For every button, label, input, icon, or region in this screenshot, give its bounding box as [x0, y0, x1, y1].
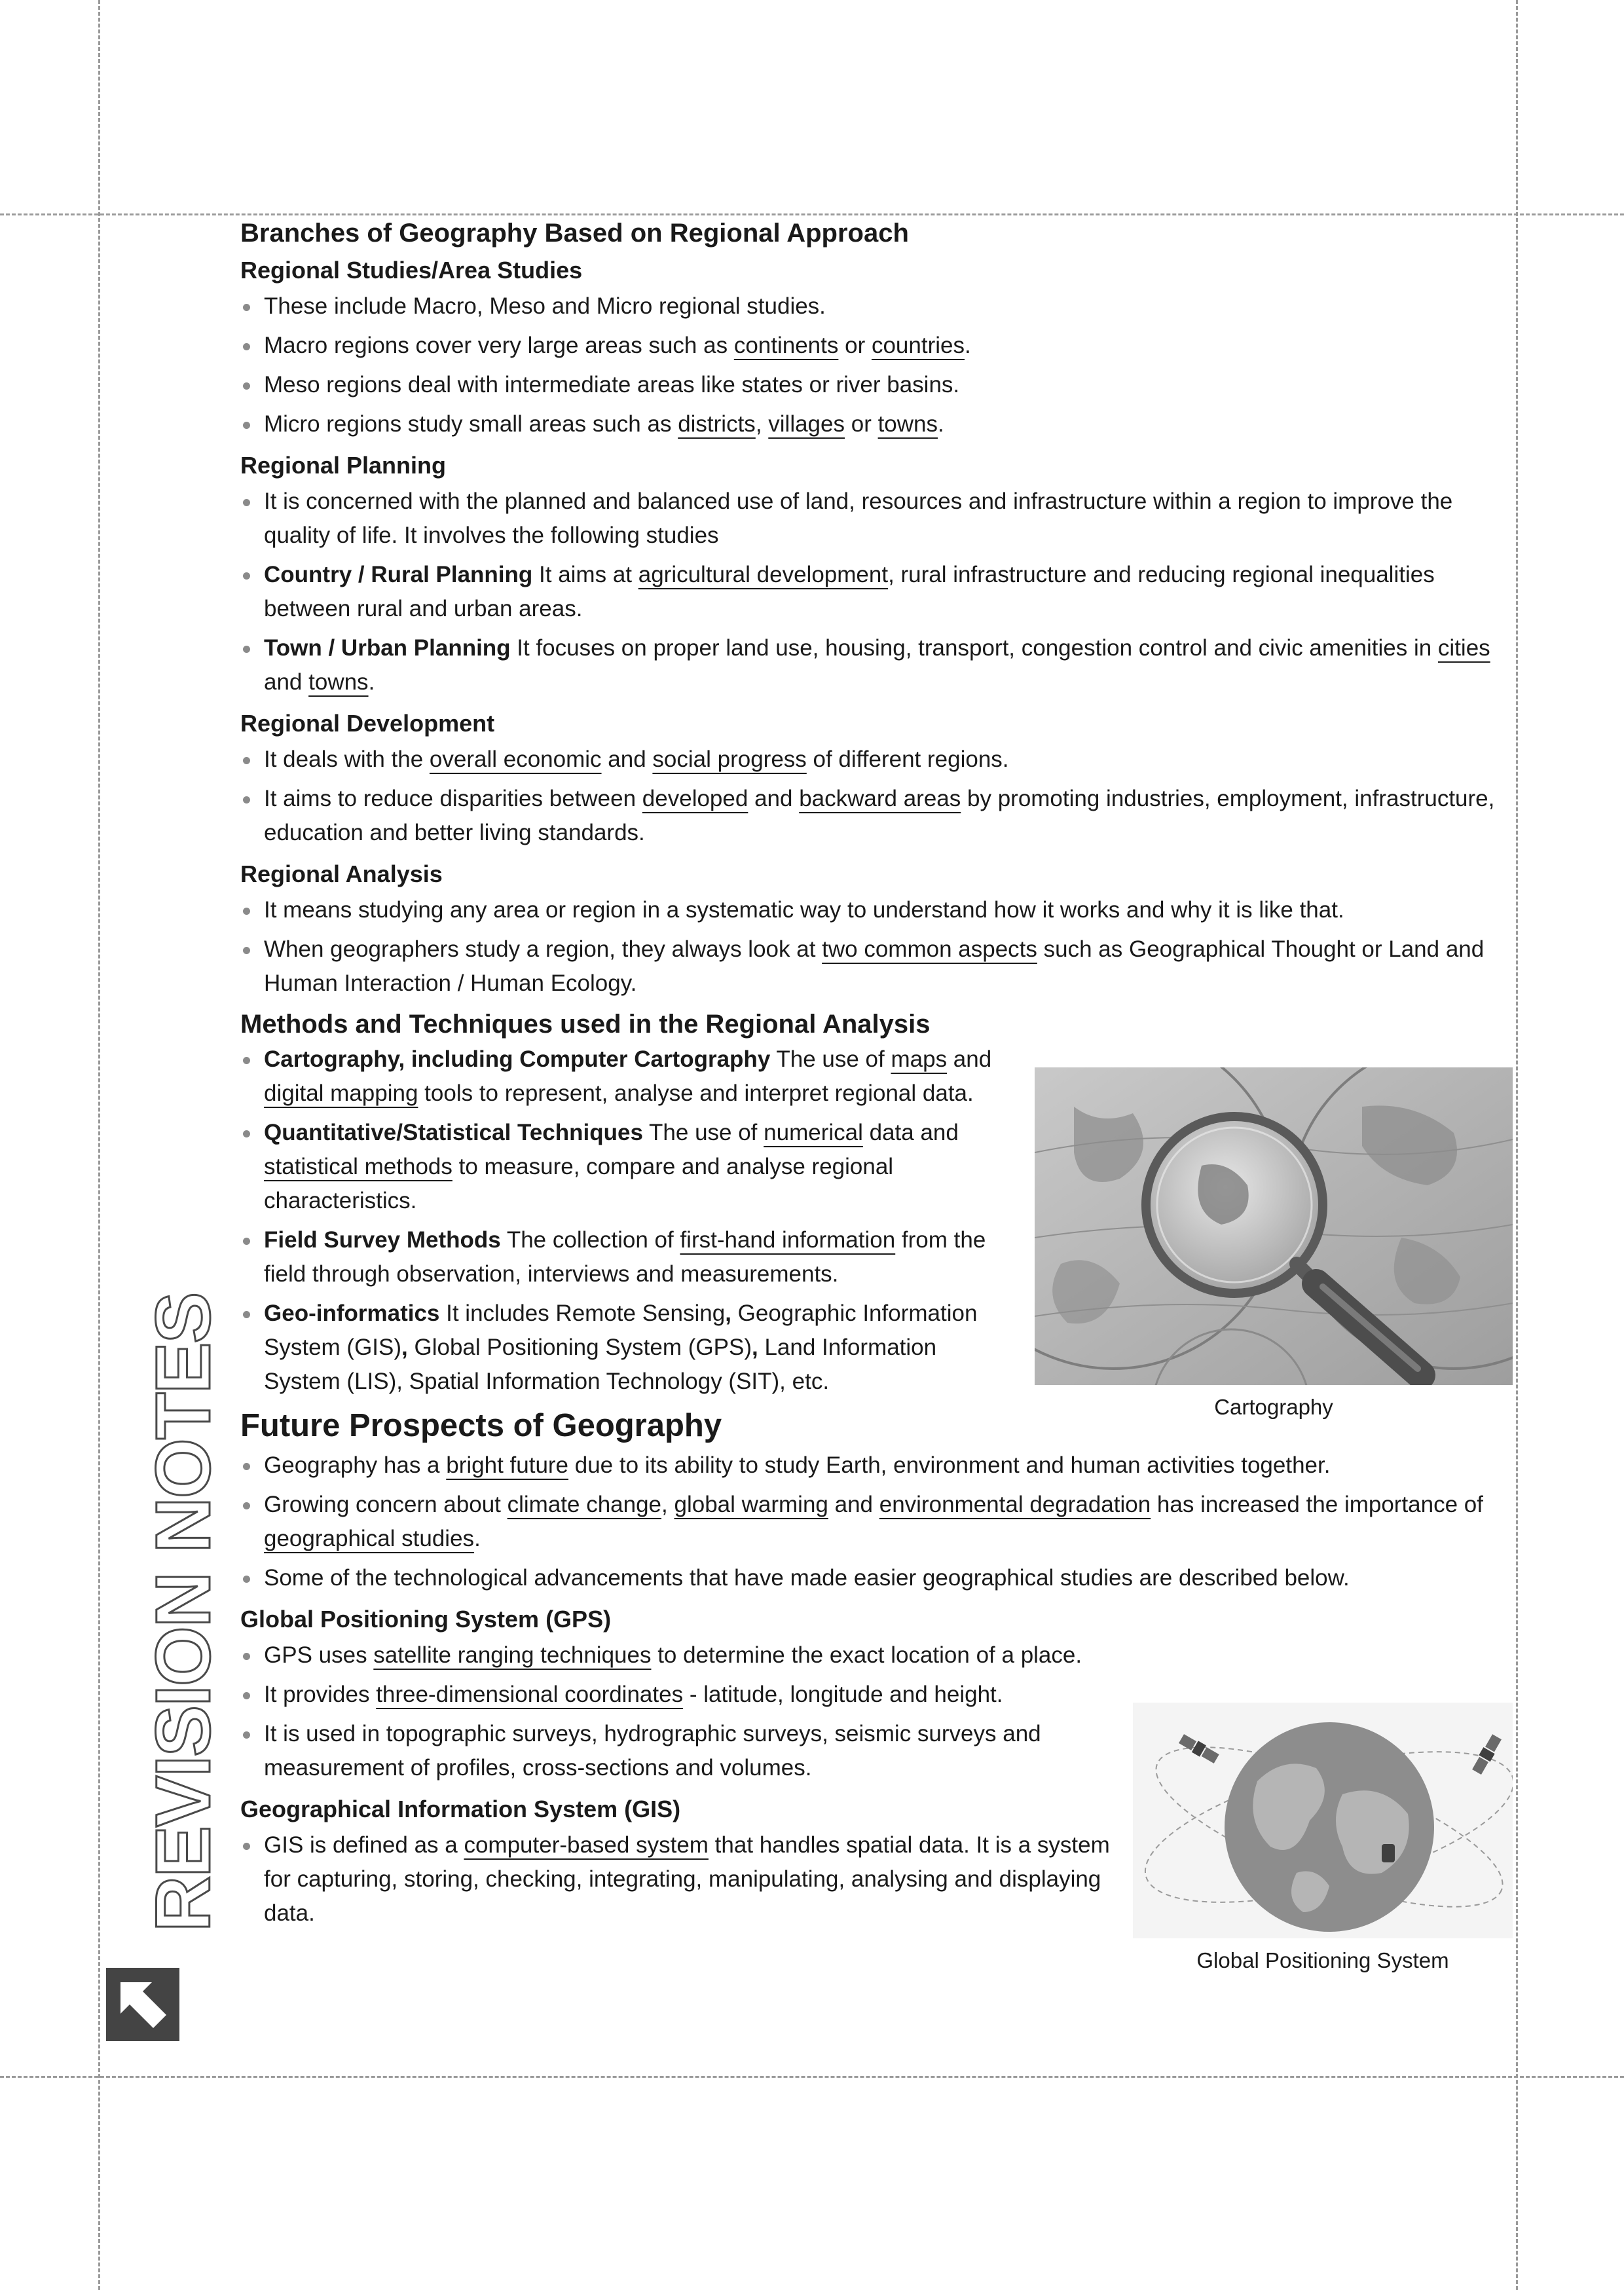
list-item: GIS is defined as a computer-based system that handles spatial data. It is a system for capturing, storing, checking, integrating, manipulating, analysing and displaying data.: [240, 1828, 1124, 1930]
crop-mark-right: [1516, 0, 1518, 2290]
list-item: Micro regions study small areas such as districts, villages or towns.: [240, 407, 1514, 441]
list-item: When geographers study a region, they always look at two common aspects such as Geographical Thought or Land and Human Interaction / Human Ecology.: [240, 933, 1514, 1001]
magnifying-glass-map-image: [1035, 1067, 1513, 1385]
list-item: Town / Urban Planning It focuses on proper land use, housing, transport, congestion control and civic amenities in cities and towns.: [240, 631, 1514, 699]
figure-caption-gps: Global Positioning System: [1196, 1948, 1449, 1972]
list-future: [240, 1449, 1514, 1595]
heading-regional-development: Regional Development: [240, 710, 495, 737]
list-regional-development: [240, 743, 1514, 850]
list-item: Country / Rural Planning It aims at agricultural development, rural infrastructure and reducing regional inequalities between rural and urban areas.: [240, 558, 1514, 626]
section-title-future: Future Prospects of Geography: [240, 1408, 722, 1443]
list-item: Geo-informatics It includes Remote Sensing, Geographic Information System (GIS), Global Positioning System (GPS), Land Information System (LIS), Spatial Information Technology (SIT), etc.: [240, 1297, 1006, 1399]
revision-notes-banner: [98, 1293, 227, 2056]
heading-regional-planning: Regional Planning: [240, 452, 447, 479]
list-item: It is used in topographic surveys, hydrographic surveys, seismic surveys and measurement of profiles, cross-sections and volumes.: [240, 1717, 1124, 1785]
list-item: Cartography, including Computer Cartography The use of maps and digital mapping tools to represent, analyse and interpret regional data.: [240, 1043, 1006, 1111]
list-item: Growing concern about climate change, global warming and environmental degradation has increased the importance of geographical studies.: [240, 1488, 1514, 1556]
globe-satellite-image: [1133, 1703, 1513, 1938]
list-methods: [240, 1043, 1006, 1399]
list-gis: [240, 1828, 1124, 1930]
list-item: Quantitative/Statistical Techniques The use of numerical data and statistical methods to measure, compare and analyse regional characteristics.: [240, 1116, 1006, 1218]
list-item: Field Survey Methods The collection of first-hand information from the field through observation, interviews and measurements.: [240, 1223, 1006, 1291]
crop-mark-bottom: [0, 2076, 1624, 2078]
list-regional-planning: [240, 485, 1514, 699]
heading-regional-analysis: Regional Analysis: [240, 860, 443, 887]
list-gps: [240, 1638, 1124, 1785]
list-item: It means studying any area or region in a systematic way to understand how it works and why it is like that.: [240, 893, 1514, 927]
revision-notes-label: REVISION NOTES: [140, 1293, 227, 1932]
heading-gps: Global Positioning System (GPS): [240, 1606, 612, 1633]
cartography-figure: [1035, 1067, 1513, 1422]
list-regional-studies: [240, 289, 1514, 441]
list-item: Geography has a bright future due to its ability to study Earth, environment and human activities together.: [240, 1449, 1514, 1483]
list-item: It provides three-dimensional coordinates - latitude, longitude and height.: [240, 1678, 1124, 1712]
list-item: It aims to reduce disparities between developed and backward areas by promoting industries, employment, infrastructure, education and better living standards.: [240, 782, 1514, 850]
list-item: Meso regions deal with intermediate areas like states or river basins.: [240, 368, 1514, 402]
list-item: Some of the technological advancements that have made easier geographical studies are described below.: [240, 1561, 1514, 1595]
section-title-methods: Methods and Techniques used in the Regional Analysis: [240, 1010, 931, 1039]
heading-gis: Geographical Information System (GIS): [240, 1796, 681, 1822]
gps-figure: [1133, 1703, 1513, 1975]
list-item: It deals with the overall economic and social progress of different regions.: [240, 743, 1514, 777]
list-regional-analysis: [240, 893, 1514, 1001]
heading-regional-studies: Regional Studies/Area Studies: [240, 257, 583, 284]
figure-caption-cartography: Cartography: [1214, 1395, 1333, 1419]
list-item: GPS uses satellite ranging techniques to determine the exact location of a place.: [240, 1638, 1124, 1672]
section-title-branches: Branches of Geography Based on Regional Approach: [240, 219, 909, 248]
arrow-up-left-icon: [106, 1968, 179, 2041]
list-item: These include Macro, Meso and Micro regional studies.: [240, 289, 1514, 323]
receiver-icon: [1382, 1844, 1395, 1862]
list-item: Macro regions cover very large areas such as continents or countries.: [240, 329, 1514, 363]
list-item: It is concerned with the planned and balanced use of land, resources and infrastructure within a region to improve the quality of life. It involves the following studies: [240, 485, 1514, 553]
